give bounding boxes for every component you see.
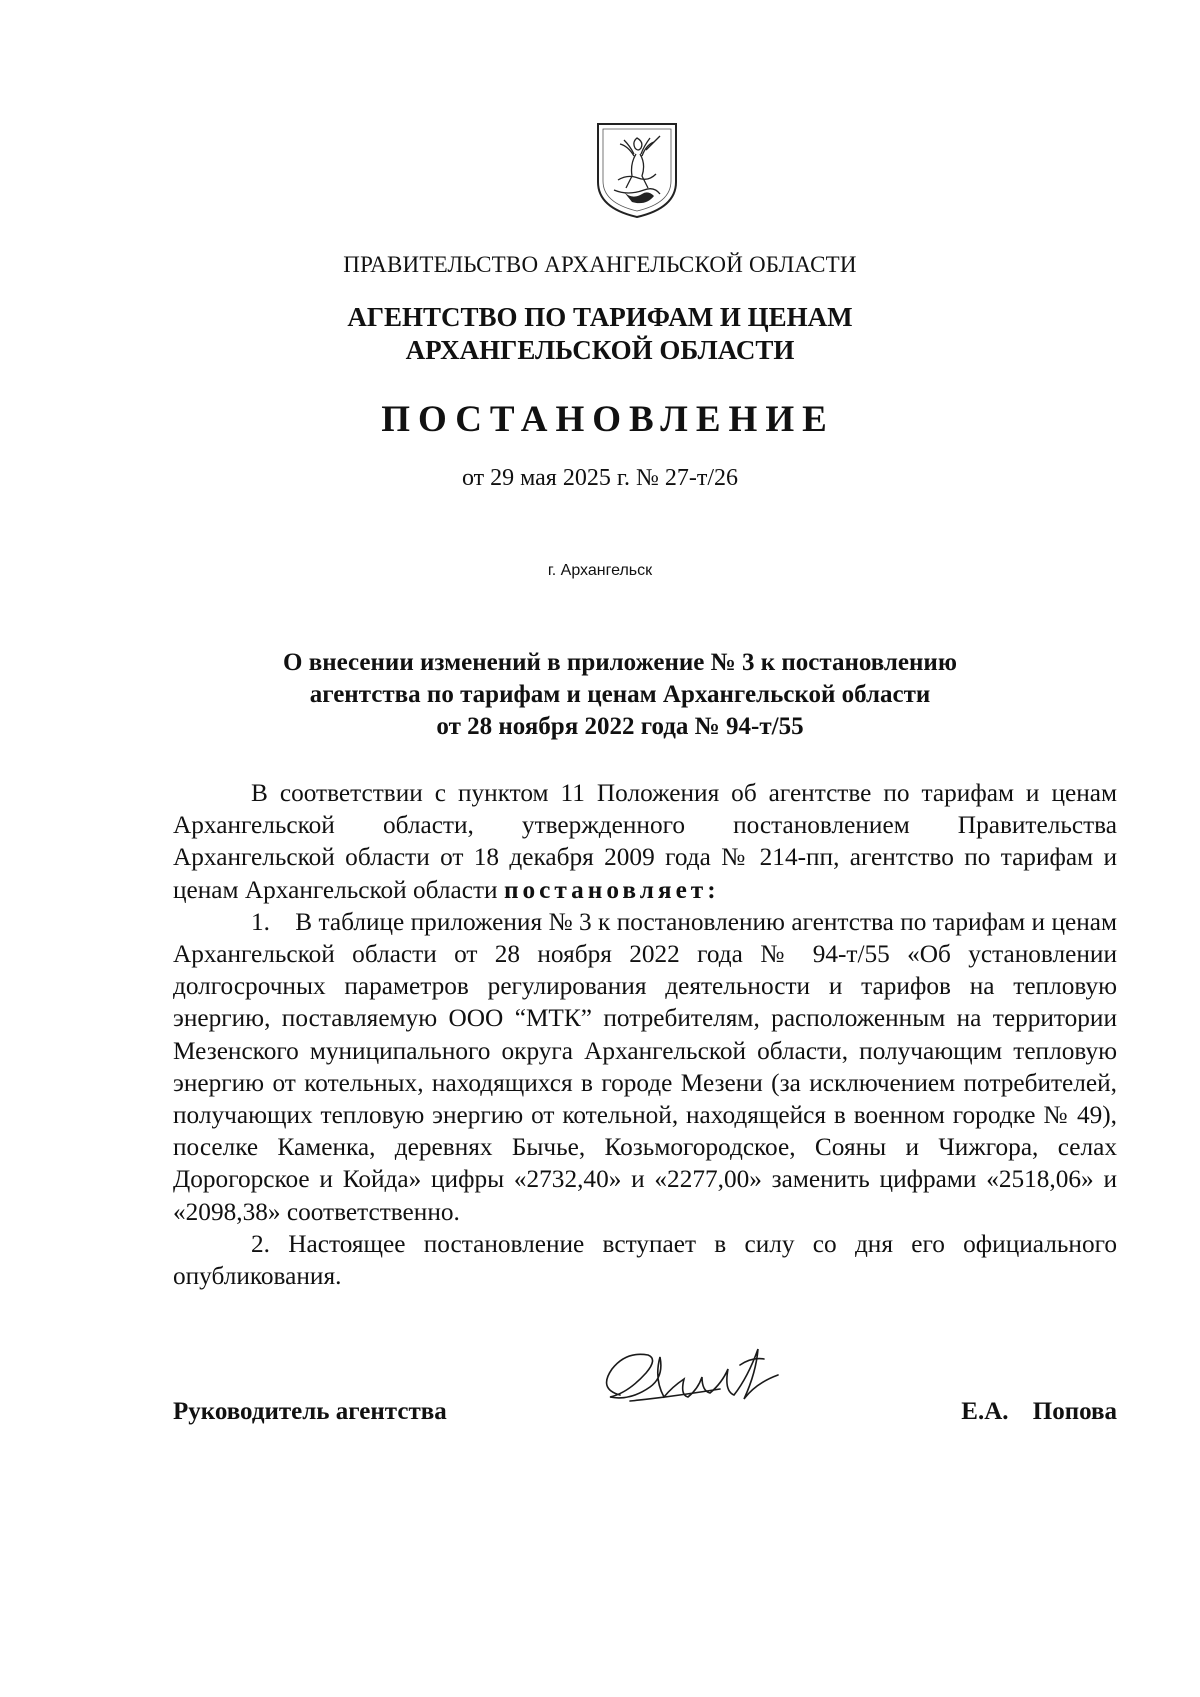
- signatory-name: Е.А. Попова: [961, 1398, 1117, 1425]
- document-type: ПОСТАНОВЛЕНИЕ: [381, 399, 835, 440]
- agency-name-line2: АРХАНГЕЛЬСКОЙ ОБЛАСТИ: [405, 335, 795, 365]
- agency-name-line1: АГЕНТСТВО ПО ТАРИФАМ И ЦЕНАМ: [347, 302, 853, 332]
- coat-of-arms-icon: [594, 120, 680, 220]
- document-date-number: от 29 мая 2025 г. № 27-т/26: [461, 465, 739, 491]
- item-2-paragraph: 2. Настоящее постановление вступает в силу со дня его официального опубликования.: [173, 1229, 1117, 1291]
- subject-line3: от 28 ноября 2022 года № 94-т/55: [436, 713, 804, 740]
- resolves-word: постановляет:: [503, 875, 720, 904]
- item-1-paragraph: 1. В таблице приложения № 3 к постановлению агентства по тарифам и ценам Архангельской области от 28 ноября 2022 года № 94-т/55 «Об установлении долгосрочных параметров регулирования деятельности и тарифов на тепловую энергию, поставляемую ООО “МТК” потребителям, расположенным на территории Мезенского муниципального округа Архангельской области, получающим тепловую энергию от котельных, находящихся в городе Мезени (за исключением потребителей, получающих тепловую энергию от котельной, находящейся в военном городке № 49), поселке Каменка, деревнях Бычье, Козьмогородское, Сояны и Чижгора, селах Дорогорское и Койда» цифры «2732,40» и «2277,00» заменить цифрами «2518,06» и «2098,38» соответственно.: [173, 907, 1117, 1226]
- document-subject: [20, 647, 1200, 743]
- signatory-role: Руководитель агентства: [173, 1398, 447, 1425]
- subject-line2: агентства по тарифам и ценам Архангельской области: [309, 681, 931, 708]
- document-body: [173, 777, 1117, 1292]
- handwritten-signature: [590, 1335, 810, 1435]
- agency-name: [0, 301, 1200, 367]
- preamble-paragraph: [173, 777, 1117, 906]
- preamble-text: В соответствии с пунктом 11 Положения об агентстве по тарифам и ценам Архангельской области, утвержденного постановлением Правительства Архангельской области от 18 декабря 2009 года № 214-пп, агентство по тарифам и ценам Архангельской области: [173, 779, 1117, 904]
- document-city: г. Архангельск: [547, 562, 653, 579]
- subject-line1: О внесении изменений в приложение № 3 к постановлению: [283, 649, 957, 676]
- government-name: ПРАВИТЕЛЬСТВО АРХАНГЕЛЬСКОЙ ОБЛАСТИ: [343, 252, 857, 277]
